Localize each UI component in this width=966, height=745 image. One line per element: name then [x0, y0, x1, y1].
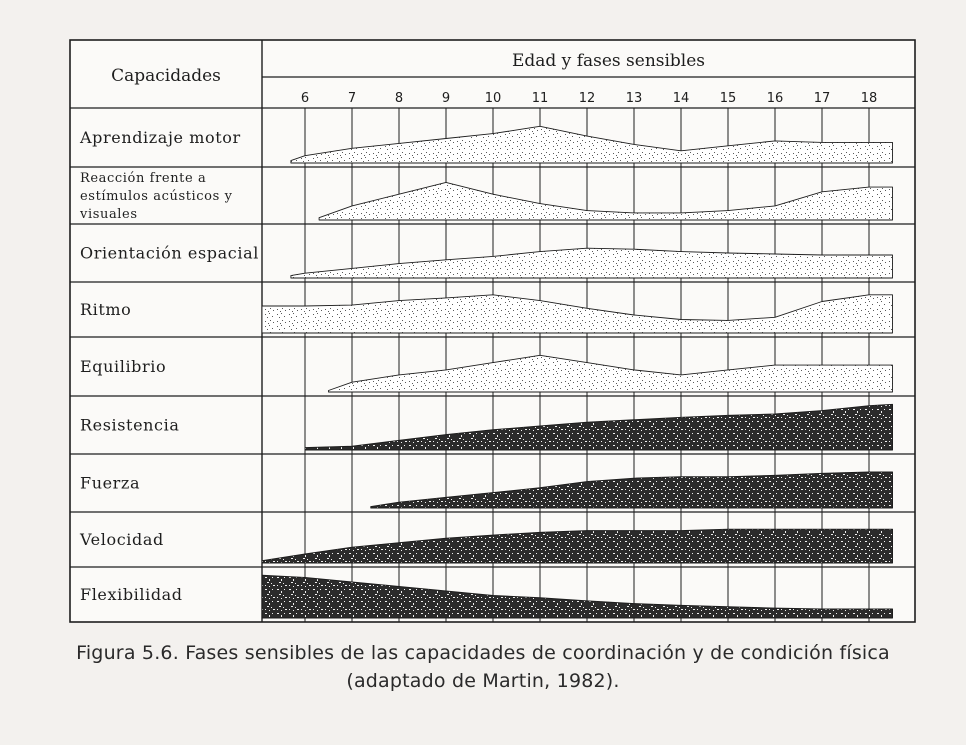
- age-tick-label: 10: [484, 91, 502, 106]
- age-tick-label: 18: [860, 91, 878, 106]
- age-tick-label: 11: [531, 91, 549, 106]
- age-tick-label: 7: [347, 91, 357, 106]
- age-tick-label: 8: [394, 91, 404, 106]
- row-label: Flexibilidad: [80, 585, 183, 605]
- row-header: Capacidades: [111, 66, 221, 86]
- figure-caption-line2: (adaptado de Martin, 1982).: [346, 670, 620, 692]
- age-tick-label: 6: [300, 91, 310, 106]
- age-tick-label: 13: [625, 91, 643, 106]
- row-label: Aprendizaje motor: [80, 128, 241, 148]
- row-label: Reacción frente a: [80, 171, 207, 187]
- age-tick-label: 14: [672, 91, 690, 106]
- row-label: Velocidad: [80, 530, 164, 550]
- age-tick-label: 9: [441, 91, 451, 106]
- figure-caption-line1: Figura 5.6. Fases sensibles de las capacidades de coordinación y de condición física: [76, 642, 890, 664]
- row-label: Orientación espacial: [80, 243, 259, 263]
- column-header: Edad y fases sensibles: [511, 51, 706, 71]
- age-tick-label: 16: [766, 91, 784, 106]
- age-tick-label: 12: [578, 91, 596, 106]
- row-label: Ritmo: [80, 300, 132, 320]
- row-label: Fuerza: [80, 473, 141, 493]
- age-tick-label: 17: [813, 91, 831, 106]
- row-label: visuales: [80, 207, 138, 223]
- age-tick-label: 15: [719, 91, 737, 106]
- row-label: Resistencia: [80, 415, 180, 435]
- row-label: Equilibrio: [80, 357, 167, 377]
- row-label: estímulos acústicos y: [80, 189, 233, 205]
